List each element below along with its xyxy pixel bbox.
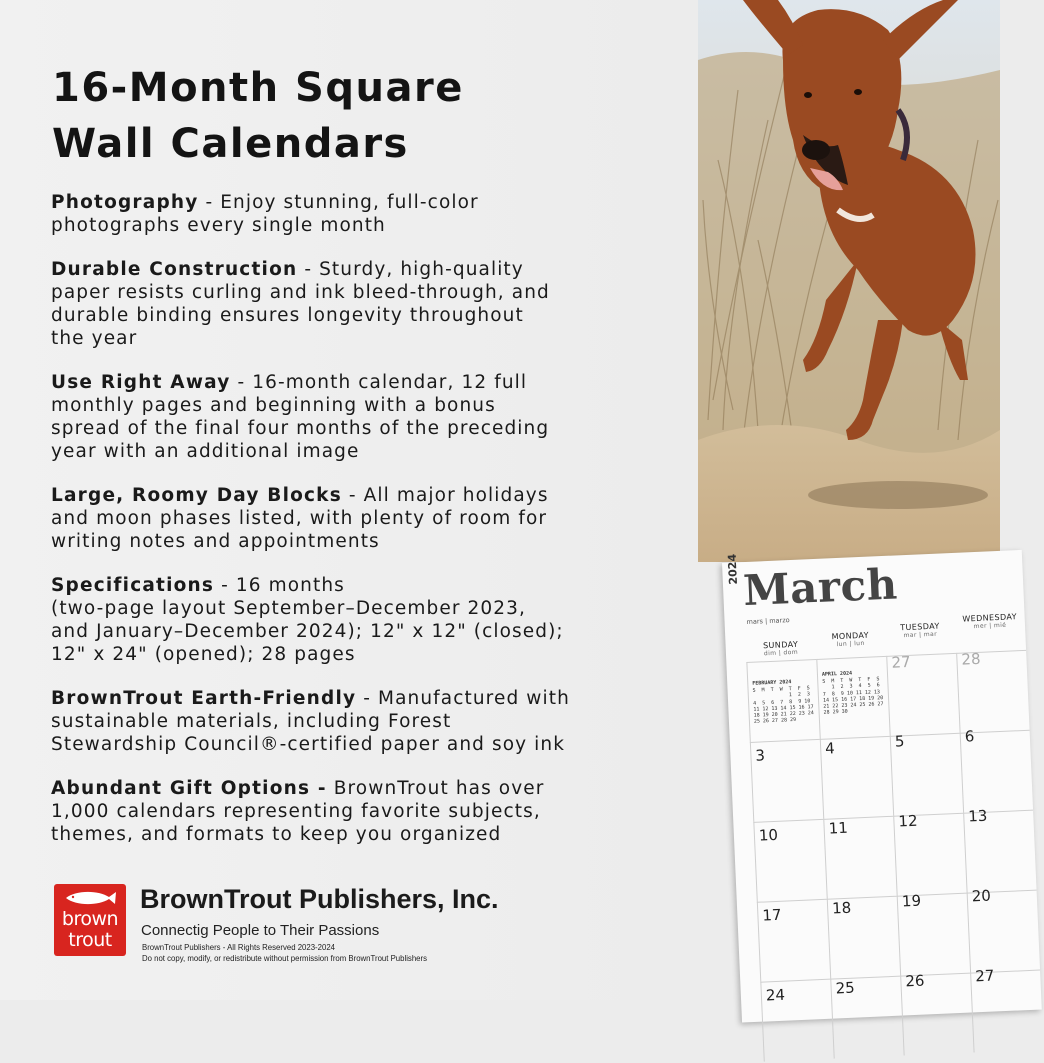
dog-photo (698, 0, 1000, 562)
feature-title: Photography (51, 192, 199, 213)
day-name: WEDNESDAY (962, 612, 1018, 624)
publisher-tagline: Connectig People to Their Passions (141, 922, 380, 939)
date-number: 5 (894, 732, 905, 751)
logo-word-trout: trout (68, 929, 112, 951)
calendar-cell (750, 739, 823, 822)
date-number: 18 (831, 898, 852, 918)
publisher-name: BrownTrout Publishers, Inc. (140, 884, 499, 914)
calendar-cell (820, 736, 893, 819)
feature-photography (51, 191, 671, 237)
calendar-cell (970, 966, 1043, 1053)
date-number: 13 (967, 806, 988, 826)
date-number: 26 (905, 971, 925, 991)
feature-text: - 16-month calendar, 12 full monthly pages and beginning with a bonus spread of the final four months of the preceding year with an additional image (51, 372, 550, 462)
date-number: 27 (891, 652, 911, 672)
day-sub: mer | mié (973, 621, 1007, 631)
legal-line-1: BrownTrout Publishers - All Rights Reserved 2023-2024 (142, 943, 335, 952)
date-number: 10 (758, 825, 779, 845)
dayhead-sunday (745, 639, 816, 658)
calendar-cell (890, 733, 963, 816)
dayhead-tuesday (885, 621, 956, 640)
feature-title: Durable Construction (51, 259, 298, 280)
feature-list (51, 191, 671, 867)
date-number: 12 (898, 811, 918, 831)
legal-notice (142, 942, 427, 964)
calendar-cell (900, 973, 973, 1056)
feature-title: Large, Roomy Day Blocks (51, 485, 342, 506)
feature-gift-options (51, 777, 671, 846)
day-sub: mar | mar (903, 630, 938, 640)
date-number: 6 (964, 727, 975, 746)
page-title (52, 60, 464, 172)
feature-text: - Manufactured with sustainable materials, including Forest Stewardship Council®-certified paper and soy ink (51, 688, 570, 755)
trout-fish-icon (62, 889, 118, 907)
date-number: 28 (961, 649, 981, 669)
calendar-cell (830, 976, 903, 1059)
date-number: 4 (824, 739, 836, 758)
feature-text: - Enjoy stunning, full-color photographs every single month (51, 192, 479, 236)
browntrout-logo (54, 884, 126, 956)
feature-title: BrownTrout Earth-Friendly (51, 688, 357, 709)
logo-word-brown: brown (61, 908, 119, 930)
date-number: 24 (765, 985, 786, 1005)
feature-day-blocks (51, 484, 671, 553)
calendar-month-subtitle: mars | marzo (746, 616, 790, 626)
feature-durable-construction (51, 258, 671, 350)
calendar-cell (827, 896, 900, 979)
day-name: TUESDAY (900, 621, 940, 633)
legal-line-2: Do not copy, modify, or redistribute without permission from BrownTrout Publishers (142, 954, 427, 963)
dayhead-wednesday (954, 612, 1025, 631)
feature-title: Specifications (51, 575, 215, 596)
mini-calendar-april: S M T W T F S 1 2 3 4 5 6 7 8 9 10 11 12 13 14 15 16 17 18 19 20 21 22 23 24 25 26 27 28 29 30 (822, 676, 884, 717)
calendar-month-title: March (742, 559, 899, 616)
calendar-cell (960, 727, 1033, 813)
feature-text: BrownTrout has over 1,000 calendars representing favorite subjects, themes, and formats to keep you organized (51, 778, 545, 845)
feature-text: - 16 months (two-page layout September–December 2023, and January–December 2024); 12" x 12" (closed); 12" x 24" (opened); 28 pages (51, 575, 564, 665)
calendar-cell (757, 899, 830, 982)
feature-title: Use Right Away (51, 372, 231, 393)
calendar-cell (753, 819, 826, 902)
feature-use-right-away (51, 371, 671, 463)
date-number: 20 (971, 886, 992, 906)
feature-text: - All major holidays and moon phases listed, with plenty of room for writing notes and appointments (51, 485, 549, 552)
feature-specifications (51, 574, 671, 666)
day-sub: dim | dom (763, 648, 799, 658)
date-number: 27 (974, 966, 995, 986)
calendar-cell (746, 659, 819, 742)
running-dog-image (698, 0, 1000, 562)
mini-calendar-february: S M T W T F S 1 2 3 4 5 6 7 8 9 10 11 12 13 14 15 16 17 18 19 20 21 22 23 24 25 26 27 28 29 (752, 685, 814, 726)
date-number: 25 (835, 978, 856, 998)
title-line-1: 16-Month Square (52, 65, 464, 111)
feature-earth-friendly (51, 687, 671, 756)
day-name: MONDAY (831, 630, 870, 642)
mini-calendar-title: APRIL 2024 (821, 670, 853, 678)
date-number: 3 (755, 746, 766, 765)
calendar-year: 2024 (725, 553, 740, 585)
date-number: 19 (901, 891, 922, 911)
calendar-cell (967, 886, 1040, 973)
calendar-cell (816, 656, 889, 739)
calendar-cell (886, 653, 959, 736)
calendar-cell (956, 650, 1029, 733)
dayhead-monday (815, 630, 886, 649)
mini-calendar-title: FEBRUARY 2024 (752, 679, 792, 687)
title-line-2: Wall Calendars (52, 121, 409, 167)
calendar-cell (963, 806, 1036, 893)
date-number: 11 (828, 818, 849, 838)
feature-title: Abundant Gift Options - (51, 778, 327, 799)
day-sub: lun | lun (836, 639, 865, 649)
date-number: 17 (762, 905, 782, 925)
feature-text: - Sturdy, high-quality paper resists curling and ink bleed-through, and durable binding ensures longevity throughout the year (51, 259, 550, 349)
day-name: SUNDAY (762, 639, 799, 651)
calendar-cell (760, 979, 833, 1062)
calendar-cell (823, 816, 896, 899)
calendar-cell (893, 813, 966, 896)
calendar-page-preview (722, 550, 1042, 1023)
calendar-cell (897, 893, 970, 976)
